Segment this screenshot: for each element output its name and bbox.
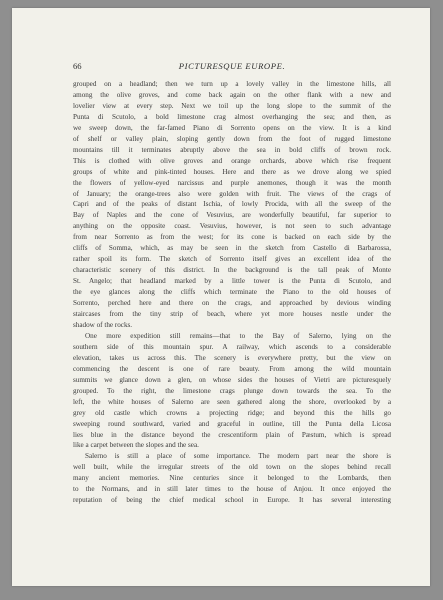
- text-line: among the olive groves, and come back again on the other flank with a new and: [73, 90, 391, 99]
- text-line: Salerno is still a place of some importance. The modern part near the shore is: [85, 452, 391, 461]
- paragraph: [73, 451, 391, 506]
- text-line: Punta di Scutolo, a bold limestone crag almost overhanging the sea; and then, as: [73, 112, 391, 121]
- text-line: of shelf or valley plain, sloping gently down from the foot of rugged limestone: [73, 134, 391, 143]
- running-title: PICTURESQUE EUROPE.: [178, 61, 286, 71]
- paragraph: [73, 79, 391, 331]
- text-line: staircases from the tiny strip of beach, where yet more houses nestle under the: [73, 310, 391, 319]
- text-line: Sorrento, perched here and there on the crags, and approached by devious winding: [73, 299, 391, 308]
- text-line: reputation of being the chief medical school in Europe. It has several interesting: [73, 496, 391, 505]
- text-line: many ancient memories. Nine centuries since it belonged to the Lombards, then: [73, 474, 391, 483]
- text-line: southern side of this mountain spur. A railway, which ascends to a considerable: [73, 342, 391, 351]
- text-line: we sweep down, the far-famed Piano di Sorrento opens on the view. It is a kind: [73, 123, 391, 132]
- text-line: Capri and of the peaks of distant Ischia, of lowly Procida, with all the sweep of the: [73, 200, 391, 209]
- text-line: summits we glance down a glen, on whose sides the houses of Vietri are picturesquely: [73, 375, 391, 384]
- text-line: rather spoil its form. The sketch of Sorrento itself gives an excellent idea of the: [73, 255, 391, 264]
- text-line: Bay of Naples and the cone of Vesuvius, are wonderfully beautiful, far superior to: [73, 211, 391, 220]
- text-line: left, the white houses of Salerno are seen gathered along the shore, overlooked by a: [73, 397, 391, 406]
- book-page: [12, 8, 430, 586]
- text-line: anything on the opposite coast. Vesuvius, however, is not seen to such advantage: [73, 222, 391, 231]
- text-line: elevation, takes us across this. The scenery is everywhere pretty, but the view on: [73, 353, 391, 362]
- text-line: cliffs of Somma, which, as may be seen in the sketch from Castello di Barbarossa,: [73, 244, 391, 253]
- text-line: mountains till it terminates abruptly above the sea in bold cliffs of brown rock.: [73, 145, 391, 154]
- text-line: lies blue in the distance beyond the crescentiform plain of Pæstum, which is spread: [73, 430, 391, 439]
- paragraph: [73, 331, 391, 451]
- text-line: grouped. To the right, the limestone crags plunge down towards the sea. To the: [73, 386, 391, 395]
- text-line: grouped on a headland; then we turn up a lovely valley in the limestone hills, all: [73, 80, 391, 88]
- text-line: One more expedition still remains—that to the Bay of Salerno, lying on the: [85, 331, 391, 340]
- text-line: shadow of the rocks.: [73, 320, 133, 329]
- text-line: St. Angelo; that headland marked by a little tower is the Punta di Scutolo, and: [73, 277, 391, 286]
- text-line: well built, while the irregular streets of the old town on the slopes behind recall: [73, 463, 391, 472]
- text-line: the eye glances along the cliffs which terminate the Piano to the old houses of: [73, 288, 391, 297]
- text-line: sweeping round southward, varied and graceful in outline, till the Punta della Licosa: [73, 419, 391, 428]
- text-line: grey old castle which crowns a projecting ridge; and beyond this the hills go: [73, 408, 391, 417]
- page-number: 66: [73, 61, 82, 71]
- text-line: commencing the descent is one of rare beauty. From among the wild mountain: [73, 364, 391, 373]
- text-line: of January; the orange-trees also were golden with fruit. The views of the crags of: [73, 189, 391, 198]
- text-line: groups of white and pink-tinted houses. Here and there as we drove along we spied: [73, 167, 391, 176]
- text-line: to the Normans, and in still later times to the house of Anjou. It once enjoyed the: [73, 485, 391, 494]
- text-line: This is clothed with olive groves and orange orchards, above which rise frequent: [73, 156, 391, 165]
- body-text: [73, 79, 391, 506]
- text-line: the flowers of yellow-eyed narcissus and purple anemones, though it was the month: [73, 178, 391, 187]
- text-line: lovelier view at every step. Next we toil up the long slope to the summit of the: [73, 101, 391, 110]
- text-line: from near Sorrento as from the west; for its cone is backed on each side by the: [73, 233, 391, 242]
- page-header: [73, 61, 391, 75]
- text-line: characteristic scenery of this district. In the background is the tall peak of Monte: [73, 266, 391, 275]
- text-line: like a carpet between the slopes and the sea.: [73, 441, 199, 450]
